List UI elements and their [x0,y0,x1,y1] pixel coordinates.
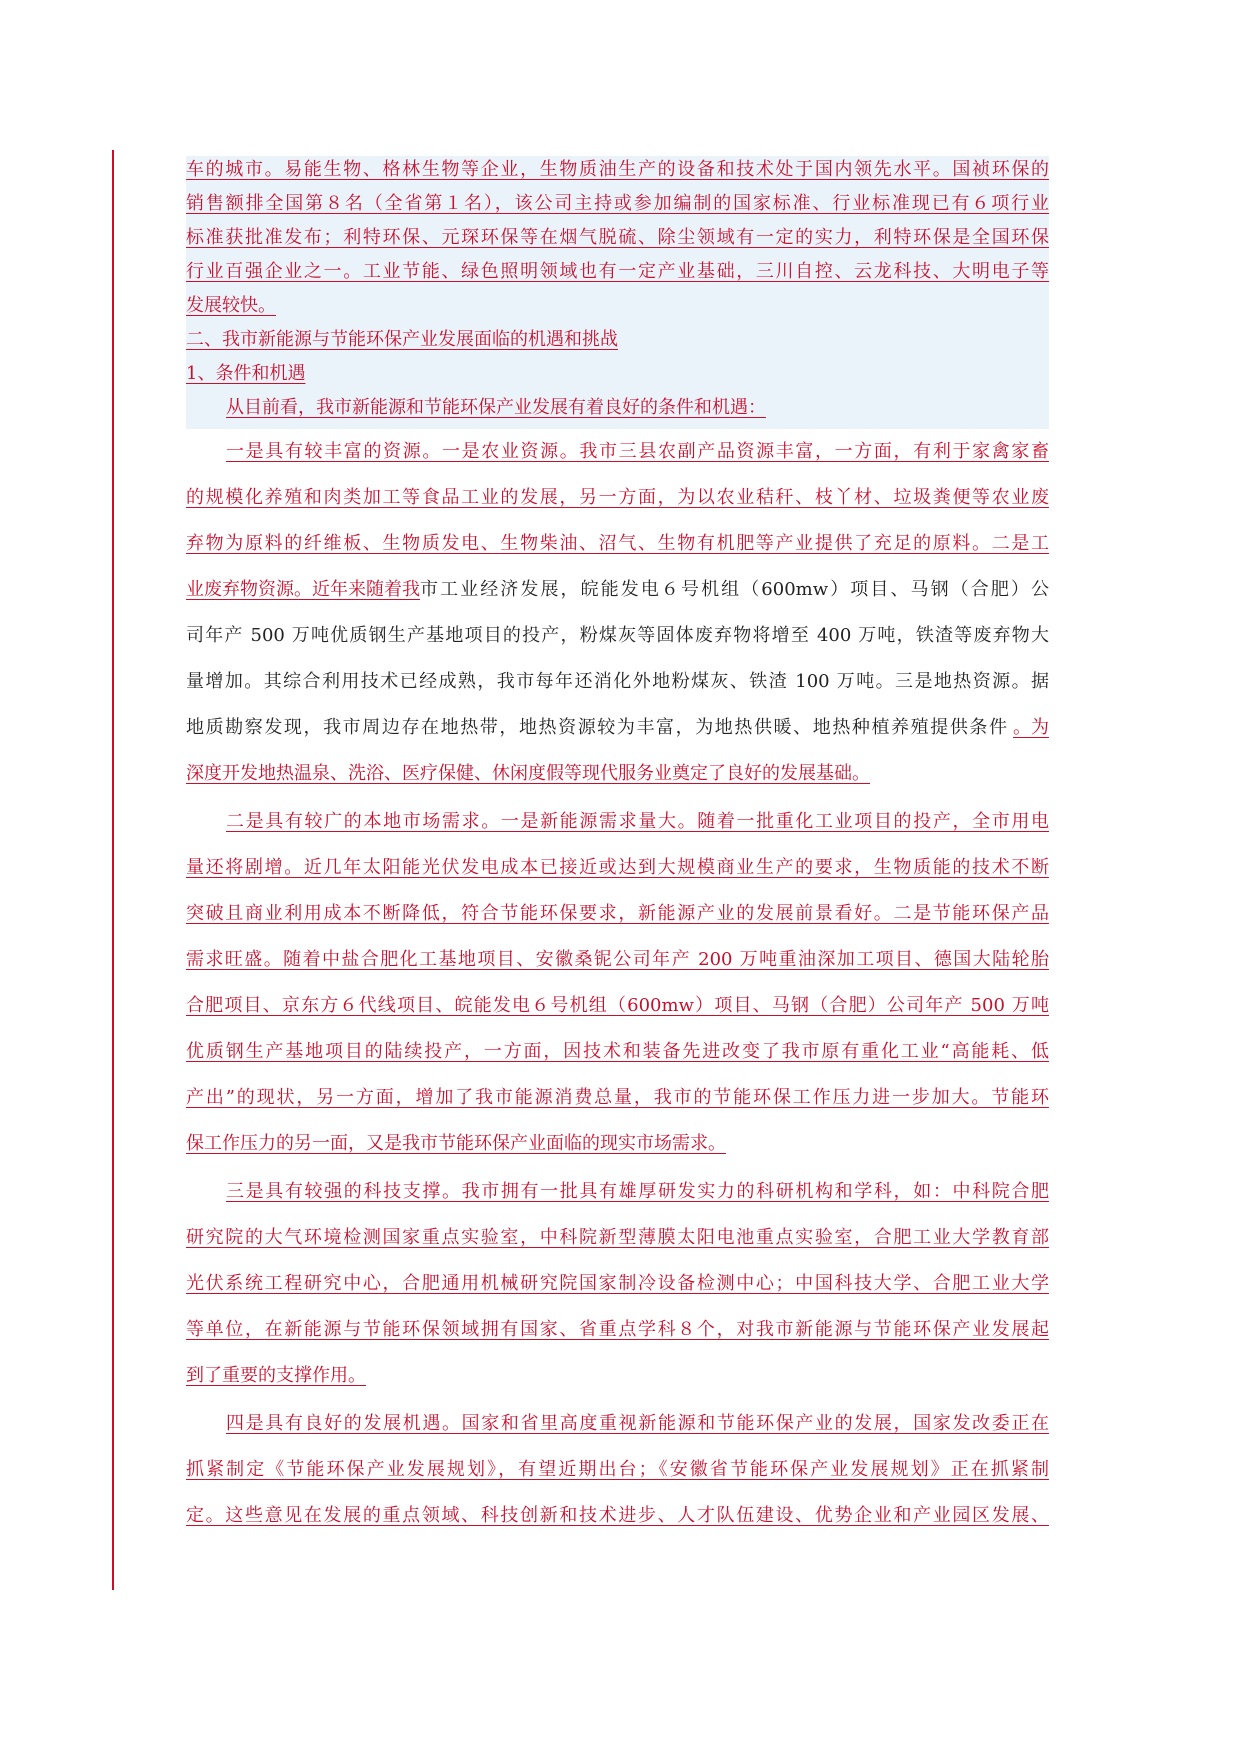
text-line: 发展较快。 [186,295,276,316]
text-line: 销售额排全国第８名（全省第１名），该公司主持或参加编制的国家标准、行业标准现已有６项行业 [186,193,1049,214]
revision-change-bar [112,150,114,1590]
paragraph-line: 光伏系统工程研究中心，合肥通用机械研究院国家制冷设备检测中心；中国科技大学、合肥工业大学 [186,1273,1049,1294]
paragraph-line: 定。这些意见在发展的重点领域、科技创新和技术进步、人才队伍建设、优势企业和产业园区发展、 [186,1505,1049,1526]
paragraph-line: 四是具有良好的发展机遇。国家和省里高度重视新能源和节能环保产业的发展，国家发改委正在 [226,1413,1049,1434]
paragraph-line: 到了重要的支撑作用。 [186,1365,366,1386]
paragraph-line: 弃物为原料的纤维板、生物质发电、生物柴油、沼气、生物有机肥等产业提供了充足的原料。二是工 [186,533,1049,554]
paragraph-line: 研究院的大气环境检测国家重点实验室，中科院新型薄膜太阳电池重点实验室，合肥工业大学教育部 [186,1227,1049,1248]
paragraph-line-mixed [186,716,1049,740]
paragraph-line-mixed [186,578,1049,602]
paragraph-line: 深度开发地热温泉、洗浴、医疗保健、休闲度假等现代服务业奠定了良好的发展基础。 [186,763,870,784]
text-line: 车的城市。易能生物、格林生物等企业，生物质油生产的设备和技术处于国内领先水平。国祯环保的 [186,159,1049,180]
paragraph-line: 一是具有较丰富的资源。一是农业资源。我市三县农副产品资源丰富，一方面，有利于家禽家畜 [226,441,1049,462]
plain-paragraph-line: 司年产 500 万吨优质钢生产基地项目的投产，粉煤灰等固体废弃物将增至 400 万吨，铁渣等废弃物大 [186,625,1049,646]
plain-paragraph-line: 量增加。其综合利用技术已经成熟，我市每年还消化外地粉煤灰、铁渣 100 万吨。三是地热资源。据 [186,671,1049,692]
paragraph-line: 二是具有较广的本地市场需求。一是新能源需求量大。随着一批重化工业项目的投产，全市用电 [226,811,1049,832]
inserted-text: 业废弃物资源。近年来随着我 [186,579,420,600]
paragraph-line: 合肥项目、京东方６代线项目、皖能发电６号机组（600mw）项目、马钢（合肥）公司年产 500 万吨 [186,995,1049,1016]
paragraph-line: 突破且商业利用成本不断降低，符合节能环保要求，新能源产业的发展前景看好。二是节能环保产品 [186,903,1049,924]
paragraph-line: 量还将剧增。近几年太阳能光伏发电成本已接近或达到大规模商业生产的要求，生物质能的技术不断 [186,857,1049,878]
paragraph-line: 等单位，在新能源与节能环保领域拥有国家、省重点学科８个，对我市新能源与节能环保产业发展起 [186,1319,1049,1340]
paragraph-line: 保工作压力的另一面，又是我市节能环保产业面临的现实市场需求。 [186,1133,726,1154]
intro-sentence: 从目前看，我市新能源和节能环保产业发展有着良好的条件和机遇： [226,397,766,418]
plain-text: 地质勘察发现，我市周边存在地热带，地热资源较为丰富，为地热供暖、地热种植养殖提供条件 [186,717,1007,738]
paragraph-line: 三是具有较强的科技支撑。我市拥有一批具有雄厚研发实力的科研机构和学科，如：中科院合肥 [226,1181,1049,1202]
inserted-text: 。为 [1013,717,1049,738]
paragraph-line: 需求旺盛。随着中盐合肥化工基地项目、安徽桑铌公司年产 200 万吨重油深加工项目、德国大陆轮胎 [186,949,1049,970]
subsection-heading: 1、条件和机遇 [186,363,306,384]
text-line: 行业百强企业之一。工业节能、绿色照明领域也有一定产业基础，三川自控、云龙科技、大明电子等 [186,261,1049,282]
document-body [186,436,1049,1596]
paragraph-line: 优质钢生产基地项目的陆续投产，一方面，因技术和装备先进改变了我市原有重化工业“高能耗、低 [186,1041,1049,1062]
plain-text: 市工业经济发展，皖能发电６号机组（600mw）项目、马钢（合肥）公 [420,579,1049,600]
text-line: 标准获批准发布；利特环保、元琛环保等在烟气脱硫、除尘领域有一定的实力，利特环保是全国环保 [186,227,1049,248]
paragraph-line: 抓紧制定《节能环保产业发展规划》，有望近期出台；《安徽省节能环保产业发展规划》正在抓紧制 [186,1459,1049,1480]
paragraph-line: 的规模化养殖和肉类加工等食品工业的发展，另一方面，为以农业秸秆、枝丫材、垃圾粪便等农业废 [186,487,1049,508]
paragraph-line: 产出”的现状，另一方面，增加了我市能源消费总量，我市的节能环保工作压力进一步加大。节能环 [186,1087,1049,1108]
section-heading: 二、我市新能源与节能环保产业发展面临的机遇和挑战 [186,329,618,350]
shaded-insertion-block [186,156,1049,429]
